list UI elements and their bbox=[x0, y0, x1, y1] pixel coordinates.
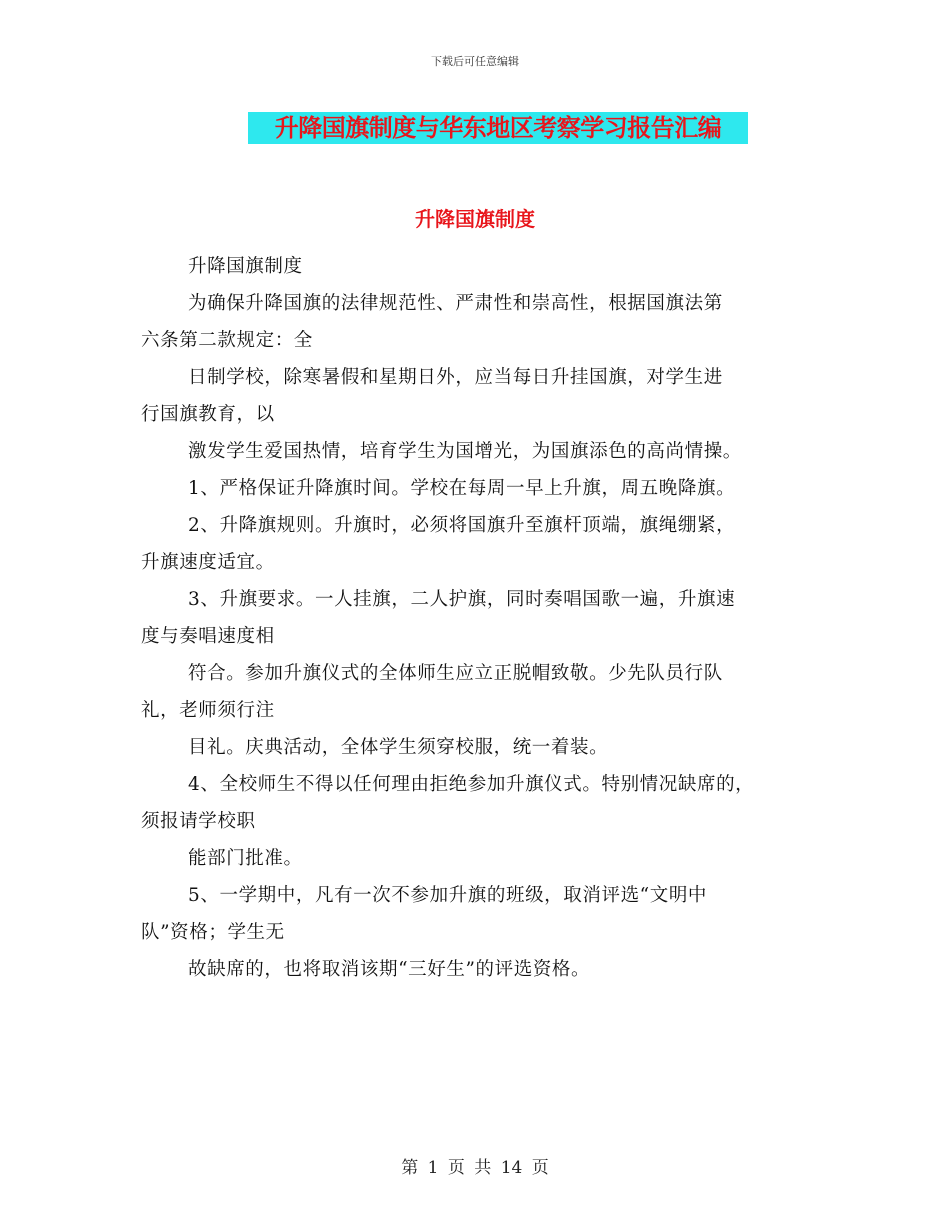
paragraph-line: 须报请学校职 bbox=[141, 811, 256, 832]
paragraph-line: 升降国旗制度 bbox=[188, 256, 303, 277]
paragraph-line: 六条第二款规定：全 bbox=[141, 330, 313, 351]
paragraph-line: 队”资格；学生无 bbox=[141, 922, 285, 943]
paragraph-line: 目礼。庆典活动，全体学生须穿校服，统一着装。 bbox=[188, 737, 609, 758]
paragraph-line: 3、升旗要求。一人挂旗，二人护旗，同时奏唱国歌一遍，升旗速 bbox=[188, 589, 736, 610]
paragraph-line: 5、一学期中，凡有一次不参加升旗的班级，取消评选“文明中 bbox=[188, 885, 708, 906]
paragraph-line: 1、严格保证升降旗时间。学校在每周一早上升旗，周五晚降旗。 bbox=[188, 478, 736, 499]
paragraph-line: 礼，老师须行注 bbox=[141, 700, 275, 721]
paragraph-line: 升旗速度适宜。 bbox=[141, 552, 275, 573]
header-note: 下载后可任意编辑 bbox=[431, 55, 519, 68]
paragraph-line: 度与奏唱速度相 bbox=[141, 626, 275, 647]
paragraph-line: 故缺席的，也将取消该期“三好生”的评选资格。 bbox=[188, 959, 591, 980]
paragraph-line: 符合。参加升旗仪式的全体师生应立正脱帽致敬。少先队员行队 bbox=[188, 663, 723, 684]
paragraph-line: 为确保升降国旗的法律规范性、严肃性和崇高性，根据国旗法第 bbox=[188, 293, 723, 314]
paragraph-line: 激发学生爱国热情，培育学生为国增光，为国旗添色的高尚情操。 bbox=[188, 441, 742, 462]
section-title: 升降国旗制度 bbox=[415, 207, 535, 231]
paragraph-line: 行国旗教育，以 bbox=[141, 404, 275, 425]
page-footer: 第 1 页 共 14 页 bbox=[401, 1158, 549, 1178]
document-title: 升降国旗制度与华东地区考察学习报告汇编 bbox=[248, 112, 748, 144]
paragraph-line: 能部门批准。 bbox=[188, 848, 303, 869]
paragraph-line: 2、升降旗规则。升旗时，必须将国旗升至旗杆顶端，旗绳绷紧， bbox=[188, 515, 736, 536]
paragraph-line: 4、全校师生不得以任何理由拒绝参加升旗仪式。特别情况缺席的， bbox=[188, 774, 755, 795]
paragraph-line: 日制学校，除寒暑假和星期日外，应当每日升挂国旗，对学生进 bbox=[188, 367, 723, 388]
body-text bbox=[141, 248, 831, 988]
